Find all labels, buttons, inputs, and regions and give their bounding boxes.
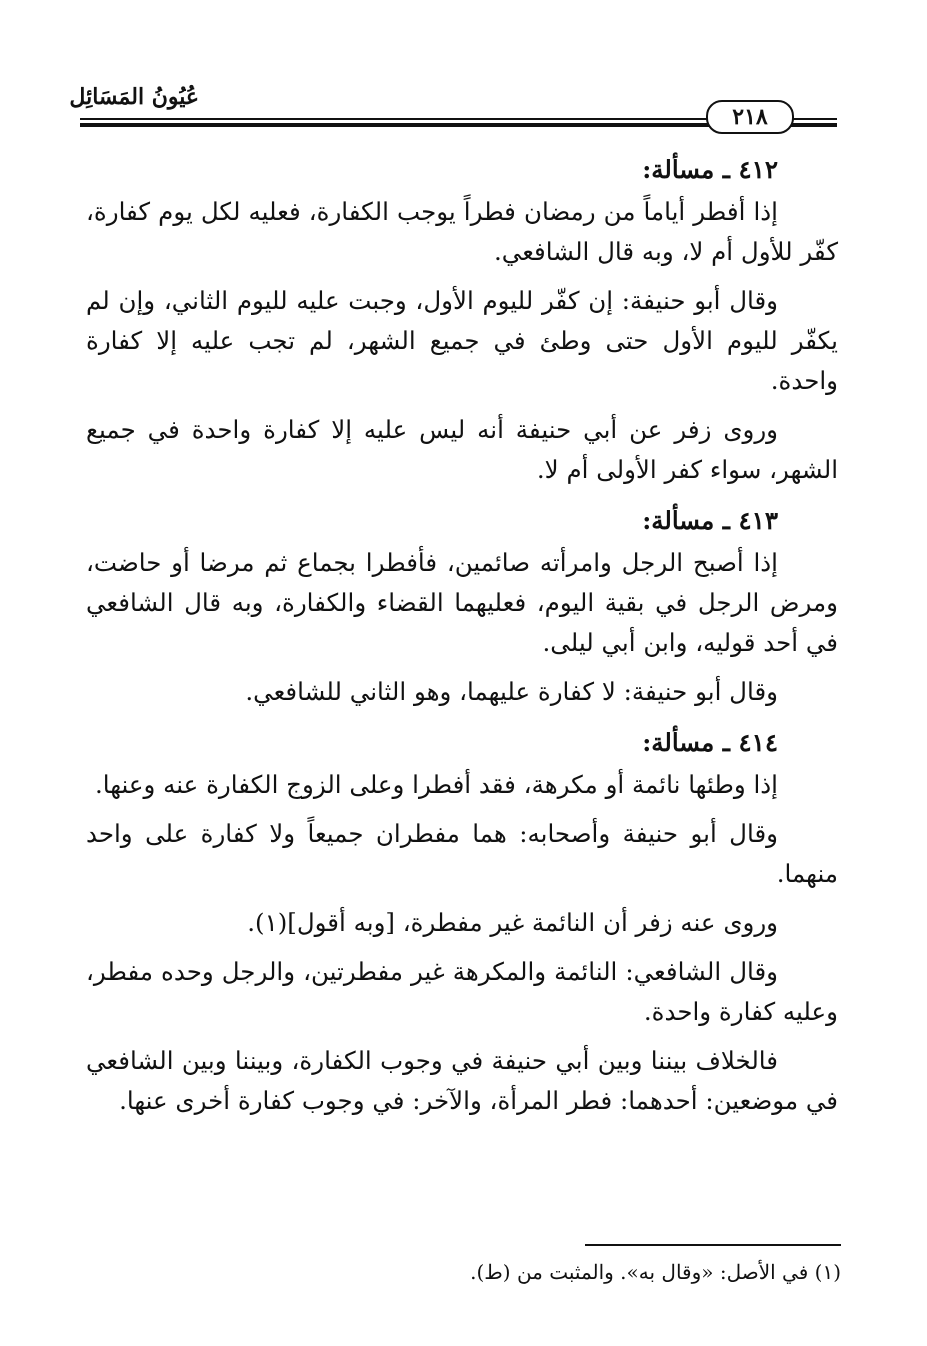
paragraph: وروى عنه زفر أن النائمة غير مفطرة، [وبه أقول](١). — [247, 908, 778, 937]
issue-heading: ٤١٣ ـ مسألة: — [642, 506, 778, 535]
footnote: (١) في الأصل: «وقال به». والمثبت من (ط). — [470, 1260, 841, 1284]
paragraph: إذا وطئها نائمة أو مكرهة، فقد أفطرا وعلى الزوج الكفارة عنه وعنها. — [94, 770, 778, 799]
issue-heading: ٤١٢ ـ مسألة: — [642, 155, 778, 184]
issue-413 — [86, 499, 838, 712]
page-body — [86, 148, 838, 1130]
paragraph: فالخلاف بيننا وبين أبي حنيفة في وجوب الكفارة، وبيننا وبين الشافعي في موضعين: أحدهما: فطر المرأة، والآخر: في وجوب كفارة أخرى عنها. — [86, 1046, 838, 1115]
paragraph: وقال أبو حنيفة: إن كفّر لليوم الأول، وجبت عليه لليوم الثاني، وإن لم يكفّر لليوم الأول حتى وطئ في جميع الشهر، لم تجب عليه إلا كفارة واحدة. — [86, 286, 838, 395]
page-number: ٢١٨ — [706, 100, 794, 134]
paragraph: وقال الشافعي: النائمة والمكرهة غير مفطرتين، والرجل وحده مفطر، وعليه كفارة واحدة. — [86, 957, 838, 1026]
paragraph: وروى زفر عن أبي حنيفة أنه ليس عليه إلا كفارة واحدة في جميع الشهر، سواء كفر الأولى أم لا. — [86, 415, 838, 484]
issue-412 — [86, 148, 838, 490]
issue-heading: ٤١٤ ـ مسألة: — [642, 728, 778, 757]
running-header-title: عُيُونُ المَسَائِل — [69, 84, 199, 110]
issue-414 — [86, 721, 838, 1121]
paragraph: إذا أفطر أياماً من رمضان فطراً يوجب الكفارة، فعليه لكل يوم كفارة، كفّر للأول أم لا، وبه قال الشافعي. — [86, 197, 838, 266]
paragraph: وقال أبو حنيفة وأصحابه: هما مفطران جميعاً ولا كفارة على واحد منهما. — [86, 819, 838, 888]
paragraph: إذا أصبح الرجل وامرأته صائمين، فأفطرا بجماع ثم مرضا أو حاضت، ومرض الرجل في بقية اليوم، فعليهما القضاء والكفارة، وبه قال الشافعي في أحد قوليه، وابن أبي ليلى. — [86, 548, 838, 657]
footnote-divider — [585, 1244, 841, 1246]
paragraph: وقال أبو حنيفة: لا كفارة عليهما، وهو الثاني للشافعي. — [245, 677, 778, 706]
